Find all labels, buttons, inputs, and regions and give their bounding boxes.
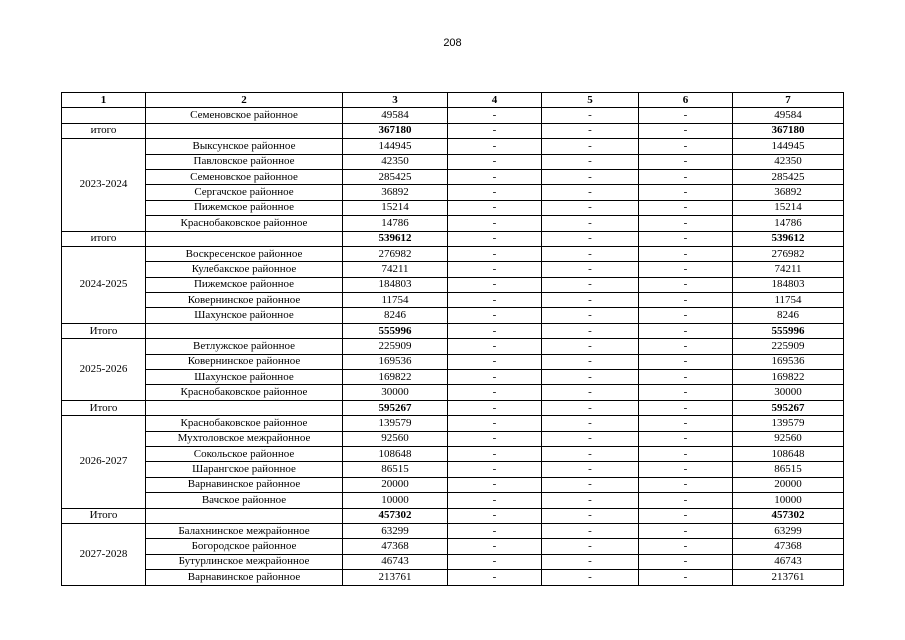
value-cell: - (639, 308, 733, 323)
value-cell: - (448, 446, 542, 461)
value-cell: 11754 (733, 293, 844, 308)
value-cell: - (639, 523, 733, 538)
value-cell: 46743 (343, 554, 448, 569)
org-name-cell: Мухтоловское межрайонное (146, 431, 343, 446)
period-cell: 2023-2024 (62, 139, 146, 231)
value-cell: - (639, 446, 733, 461)
table-row (62, 431, 844, 446)
total-label-cell: Итого (62, 508, 146, 523)
org-name-cell: Ковернинское районное (146, 293, 343, 308)
column-header: 6 (639, 93, 733, 108)
value-cell: - (448, 277, 542, 292)
total-row (62, 508, 844, 523)
value-cell: - (639, 570, 733, 585)
table-row (62, 493, 844, 508)
value-cell: - (542, 446, 639, 461)
value-cell: 457302 (343, 508, 448, 523)
value-cell: - (639, 477, 733, 492)
value-cell: - (639, 108, 733, 123)
value-cell: 30000 (343, 385, 448, 400)
value-cell: 74211 (343, 262, 448, 277)
table-row (62, 246, 844, 261)
value-cell: 108648 (343, 446, 448, 461)
table-header (62, 93, 844, 108)
value-cell: 457302 (733, 508, 844, 523)
table-row (62, 339, 844, 354)
value-cell: 11754 (343, 293, 448, 308)
value-cell: - (639, 339, 733, 354)
value-cell: 555996 (343, 323, 448, 338)
value-cell: 276982 (343, 246, 448, 261)
period-cell: 2024-2025 (62, 246, 146, 323)
value-cell: - (448, 354, 542, 369)
value-cell: 285425 (343, 169, 448, 184)
value-cell: - (639, 246, 733, 261)
column-header: 2 (146, 93, 343, 108)
value-cell: - (448, 293, 542, 308)
value-cell: 144945 (733, 139, 844, 154)
table-row (62, 108, 844, 123)
value-cell: - (542, 154, 639, 169)
value-cell: - (448, 139, 542, 154)
value-cell: 367180 (343, 123, 448, 138)
value-cell: - (639, 185, 733, 200)
value-cell: - (448, 123, 542, 138)
value-cell: - (542, 277, 639, 292)
value-cell: - (639, 200, 733, 215)
value-cell: 595267 (343, 400, 448, 415)
value-cell: - (639, 169, 733, 184)
table-row (62, 200, 844, 215)
header-row (62, 93, 844, 108)
value-cell: 108648 (733, 446, 844, 461)
value-cell: - (448, 462, 542, 477)
value-cell: 169536 (733, 354, 844, 369)
value-cell: - (639, 539, 733, 554)
total-row (62, 323, 844, 338)
value-cell: 20000 (733, 477, 844, 492)
org-name-cell: Краснобаковское районное (146, 416, 343, 431)
table-row (62, 477, 844, 492)
value-cell: 49584 (343, 108, 448, 123)
period-cell: 2026-2027 (62, 416, 146, 508)
table-row (62, 370, 844, 385)
table-row (62, 139, 844, 154)
column-header: 3 (343, 93, 448, 108)
value-cell: - (542, 339, 639, 354)
table-row (62, 554, 844, 569)
value-cell: - (448, 339, 542, 354)
table-row (62, 293, 844, 308)
value-cell: - (448, 385, 542, 400)
org-name-cell: Шахунское районное (146, 370, 343, 385)
table-row (62, 570, 844, 585)
table-row (62, 354, 844, 369)
table-body (62, 108, 844, 585)
value-cell: 42350 (733, 154, 844, 169)
org-name-cell: Кулебакское районное (146, 262, 343, 277)
column-header: 7 (733, 93, 844, 108)
value-cell: - (542, 385, 639, 400)
value-cell: 213761 (733, 570, 844, 585)
org-name-cell: Богородское районное (146, 539, 343, 554)
value-cell: - (542, 185, 639, 200)
table-row (62, 385, 844, 400)
data-table (61, 92, 844, 586)
value-cell: - (639, 462, 733, 477)
value-cell: - (542, 554, 639, 569)
org-name-cell: Пижемское районное (146, 200, 343, 215)
value-cell: - (639, 262, 733, 277)
table-row (62, 462, 844, 477)
org-name-cell: Ветлужское районное (146, 339, 343, 354)
value-cell: 169822 (343, 370, 448, 385)
value-cell: - (448, 323, 542, 338)
total-label-cell: итого (62, 123, 146, 138)
empty-cell (146, 231, 343, 246)
value-cell: - (448, 370, 542, 385)
value-cell: 14786 (733, 216, 844, 231)
table-row (62, 523, 844, 538)
value-cell: 595267 (733, 400, 844, 415)
value-cell: - (639, 400, 733, 415)
value-cell: 47368 (343, 539, 448, 554)
value-cell: 184803 (733, 277, 844, 292)
value-cell: - (448, 262, 542, 277)
value-cell: - (448, 308, 542, 323)
value-cell: - (448, 200, 542, 215)
value-cell: - (639, 123, 733, 138)
value-cell: - (542, 246, 639, 261)
table-row (62, 262, 844, 277)
value-cell: 213761 (343, 570, 448, 585)
value-cell: 92560 (343, 431, 448, 446)
table-row (62, 308, 844, 323)
value-cell: - (542, 400, 639, 415)
value-cell: - (448, 216, 542, 231)
value-cell: - (448, 539, 542, 554)
value-cell: 63299 (733, 523, 844, 538)
value-cell: 225909 (733, 339, 844, 354)
value-cell: 36892 (343, 185, 448, 200)
value-cell: 86515 (343, 462, 448, 477)
empty-cell (146, 323, 343, 338)
value-cell: 10000 (733, 493, 844, 508)
value-cell: - (639, 293, 733, 308)
org-name-cell: Краснобаковское районное (146, 216, 343, 231)
value-cell: - (542, 354, 639, 369)
org-name-cell: Шахунское районное (146, 308, 343, 323)
value-cell: - (542, 493, 639, 508)
value-cell: 30000 (733, 385, 844, 400)
table-row (62, 169, 844, 184)
value-cell: 285425 (733, 169, 844, 184)
value-cell: - (448, 108, 542, 123)
page-number: 208 (443, 37, 462, 49)
value-cell: - (542, 523, 639, 538)
org-name-cell: Павловское районное (146, 154, 343, 169)
total-row (62, 123, 844, 138)
period-cell: 2027-2028 (62, 523, 146, 585)
value-cell: - (448, 508, 542, 523)
org-name-cell: Семеновское районное (146, 108, 343, 123)
table-row (62, 446, 844, 461)
empty-cell (146, 400, 343, 415)
value-cell: - (448, 185, 542, 200)
value-cell: - (542, 308, 639, 323)
table-row (62, 185, 844, 200)
value-cell: - (542, 262, 639, 277)
value-cell: - (639, 370, 733, 385)
value-cell: - (542, 216, 639, 231)
value-cell: - (639, 154, 733, 169)
table-row (62, 277, 844, 292)
org-name-cell: Варнавинское районное (146, 477, 343, 492)
value-cell: - (542, 108, 639, 123)
org-name-cell: Балахнинское межрайонное (146, 523, 343, 538)
value-cell: 144945 (343, 139, 448, 154)
total-row (62, 400, 844, 415)
org-name-cell: Варнавинское районное (146, 570, 343, 585)
value-cell: - (448, 570, 542, 585)
value-cell: 225909 (343, 339, 448, 354)
column-header: 1 (62, 93, 146, 108)
org-name-cell: Выксунское районное (146, 139, 343, 154)
value-cell: - (542, 539, 639, 554)
value-cell: 20000 (343, 477, 448, 492)
value-cell: - (448, 477, 542, 492)
org-name-cell: Шарангское районное (146, 462, 343, 477)
total-row (62, 231, 844, 246)
period-cell: 2025-2026 (62, 339, 146, 401)
empty-cell (62, 108, 146, 123)
value-cell: 15214 (343, 200, 448, 215)
value-cell: 139579 (343, 416, 448, 431)
value-cell: 10000 (343, 493, 448, 508)
org-name-cell: Бутурлинское межрайонное (146, 554, 343, 569)
value-cell: 539612 (733, 231, 844, 246)
value-cell: - (448, 493, 542, 508)
value-cell: 46743 (733, 554, 844, 569)
value-cell: - (542, 462, 639, 477)
value-cell: 8246 (733, 308, 844, 323)
value-cell: - (639, 323, 733, 338)
value-cell: - (542, 570, 639, 585)
value-cell: - (448, 154, 542, 169)
value-cell: - (448, 554, 542, 569)
value-cell: - (639, 139, 733, 154)
value-cell: 276982 (733, 246, 844, 261)
org-name-cell: Воскресенское районное (146, 246, 343, 261)
value-cell: - (448, 169, 542, 184)
value-cell: - (639, 416, 733, 431)
value-cell: - (448, 431, 542, 446)
total-label-cell: итого (62, 231, 146, 246)
value-cell: - (542, 139, 639, 154)
org-name-cell: Пижемское районное (146, 277, 343, 292)
value-cell: - (639, 508, 733, 523)
value-cell: - (448, 400, 542, 415)
value-cell: 8246 (343, 308, 448, 323)
value-cell: 42350 (343, 154, 448, 169)
value-cell: 139579 (733, 416, 844, 431)
value-cell: - (542, 323, 639, 338)
value-cell: 92560 (733, 431, 844, 446)
value-cell: - (639, 231, 733, 246)
value-cell: - (542, 123, 639, 138)
value-cell: 169822 (733, 370, 844, 385)
value-cell: - (448, 523, 542, 538)
value-cell: 367180 (733, 123, 844, 138)
table-row (62, 216, 844, 231)
value-cell: - (542, 200, 639, 215)
org-name-cell: Ковернинское районное (146, 354, 343, 369)
value-cell: - (639, 554, 733, 569)
value-cell: - (542, 231, 639, 246)
value-cell: - (542, 477, 639, 492)
value-cell: - (639, 277, 733, 292)
value-cell: - (542, 169, 639, 184)
org-name-cell: Сергачское районное (146, 185, 343, 200)
value-cell: 169536 (343, 354, 448, 369)
value-cell: 74211 (733, 262, 844, 277)
total-label-cell: Итого (62, 400, 146, 415)
org-name-cell: Сокольское районное (146, 446, 343, 461)
value-cell: 63299 (343, 523, 448, 538)
table-row (62, 154, 844, 169)
value-cell: - (639, 385, 733, 400)
value-cell: - (542, 370, 639, 385)
value-cell: - (542, 431, 639, 446)
value-cell: 555996 (733, 323, 844, 338)
value-cell: - (448, 231, 542, 246)
org-name-cell: Краснобаковское районное (146, 385, 343, 400)
value-cell: - (542, 293, 639, 308)
value-cell: - (542, 416, 639, 431)
value-cell: - (639, 431, 733, 446)
org-name-cell: Семеновское районное (146, 169, 343, 184)
value-cell: - (448, 246, 542, 261)
value-cell: - (639, 354, 733, 369)
column-header: 5 (542, 93, 639, 108)
value-cell: 184803 (343, 277, 448, 292)
total-label-cell: Итого (62, 323, 146, 338)
value-cell: 86515 (733, 462, 844, 477)
value-cell: 14786 (343, 216, 448, 231)
value-cell: 49584 (733, 108, 844, 123)
column-header: 4 (448, 93, 542, 108)
org-name-cell: Вачское районное (146, 493, 343, 508)
value-cell: - (639, 216, 733, 231)
value-cell: 539612 (343, 231, 448, 246)
table-row (62, 416, 844, 431)
empty-cell (146, 508, 343, 523)
value-cell: - (639, 493, 733, 508)
value-cell: 15214 (733, 200, 844, 215)
empty-cell (146, 123, 343, 138)
value-cell: 36892 (733, 185, 844, 200)
value-cell: - (542, 508, 639, 523)
value-cell: - (448, 416, 542, 431)
table-row (62, 539, 844, 554)
value-cell: 47368 (733, 539, 844, 554)
